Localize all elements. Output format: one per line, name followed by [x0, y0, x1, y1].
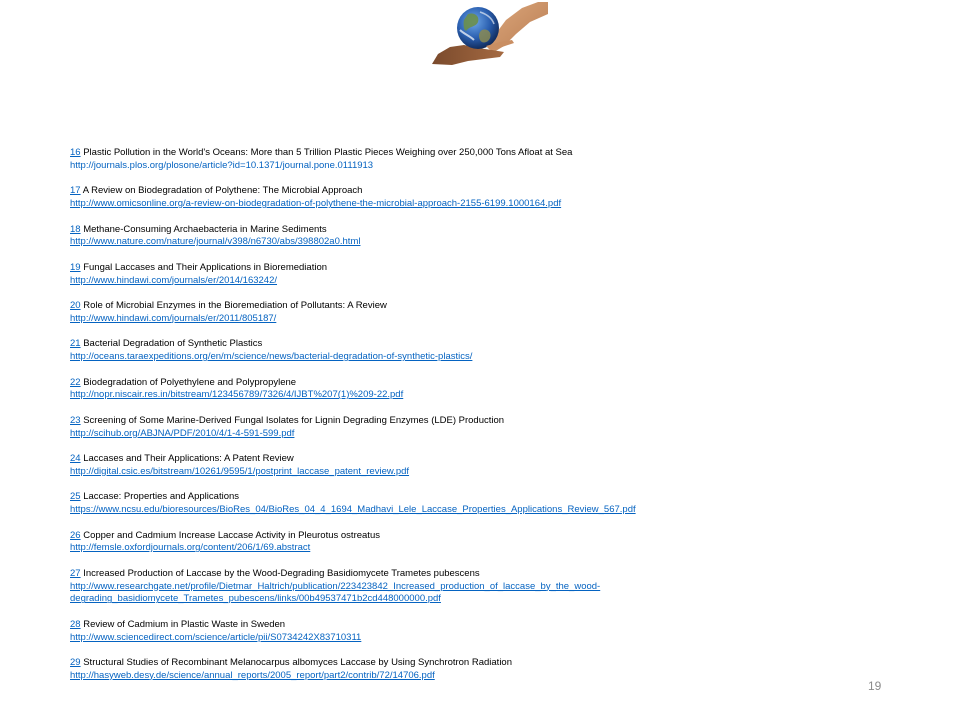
reference-title: Laccase: Properties and Applications [83, 491, 240, 503]
reference-url-link[interactable]: http://www.omicsonline.org/a-review-on-biodegradation-of-polythene-the-microbial-approach-2155-6199.1000164.pdf [70, 198, 562, 209]
globe-in-hands-icon [430, 0, 548, 66]
reference-title: Plastic Pollution in the World's Oceans: More than 5 Trillion Plastic Pieces Weighing over 250,000 Tons Afloat at Sea [83, 147, 573, 158]
reference-item [70, 415, 890, 441]
reference-item [70, 657, 890, 683]
reference-title: Copper and Cadmium Increase Laccase Activity in Pleurotus ostreatus [83, 529, 380, 541]
reference-number-link[interactable]: 18 [70, 223, 81, 235]
reference-item [70, 338, 890, 364]
reference-item [70, 185, 890, 211]
reference-item [70, 530, 890, 556]
reference-url-link[interactable]: http://oceans.taraexpeditions.org/en/m/science/news/bacterial-degradation-of-synthetic-plastics/ [70, 351, 473, 362]
reference-item [70, 568, 890, 606]
reference-url-link[interactable]: http://www.hindawi.com/journals/er/2014/163242/ [70, 274, 278, 286]
reference-item [70, 300, 890, 326]
reference-number-link[interactable]: 26 [70, 529, 81, 541]
reference-url-link[interactable]: https://www.ncsu.edu/bioresources/BioRes_04/BioRes_04_4_1694_Madhavi_Lele_Laccase_Properties_Applications_Review_567.pdf [70, 504, 636, 515]
reference-title: A Review on Biodegradation of Polythene: The Microbial Approach [82, 185, 363, 197]
reference-item [70, 491, 890, 517]
reference-number-link[interactable]: 17 [70, 185, 81, 197]
reference-title: Fungal Laccases and Their Applications in Bioremediation [83, 261, 328, 273]
reference-url-link[interactable]: http://hasyweb.desy.de/science/annual_reports/2005_report/part2/contrib/72/14706.pdf [70, 669, 435, 681]
reference-url-link[interactable]: http://digital.csic.es/bitstream/10261/9595/1/postprint_laccase_patent_review.pdf [70, 465, 410, 477]
reference-item [70, 619, 890, 645]
reference-url-link[interactable]: http://femsle.oxfordjournals.org/content/206/1/69.abstract [70, 542, 311, 554]
reference-number-link[interactable]: 19 [70, 261, 81, 273]
reference-url-link[interactable]: http://www.nature.com/nature/journal/v398/n6730/abs/398802a0.html [70, 236, 361, 248]
reference-item [70, 377, 890, 403]
reference-title: Methane-Consuming Archaebacteria in Marine Sediments [83, 223, 327, 235]
reference-url-link[interactable]: http://scihub.org/ABJNA/PDF/2010/4/1-4-591-599.pdf [70, 427, 295, 439]
reference-url-link[interactable]: http://www.hindawi.com/journals/er/2011/805187/ [70, 312, 277, 324]
reference-number-link[interactable]: 29 [70, 657, 81, 668]
reference-url-link[interactable]: http://www.sciencedirect.com/science/article/pii/S0734242X83710311 [70, 631, 362, 643]
reference-title: Biodegradation of Polyethylene and Polypropylene [83, 376, 297, 388]
reference-title: Laccases and Their Applications: A Patent Review [83, 453, 294, 464]
reference-url-link-continued[interactable]: degrading_basidiomycete_Trametes_pubescens/links/00b49537471b2cd448000000.pdf [70, 593, 441, 605]
reference-url-link[interactable]: http://nopr.niscair.res.in/bitstream/123456789/7326/4/IJBT%207(1)%209-22.pdf [70, 389, 404, 401]
reference-number-link[interactable]: 28 [70, 618, 81, 630]
page-number: 19 [868, 679, 882, 693]
reference-number-link[interactable]: 22 [70, 376, 81, 388]
reference-number-link[interactable]: 20 [70, 300, 81, 311]
reference-url-link[interactable]: http://www.researchgate.net/profile/Dietmar_Haltrich/publication/223423842_Increased_production_of_laccase_by_the_wood- [70, 580, 601, 592]
reference-number-link[interactable]: 27 [70, 567, 81, 579]
reference-item [70, 224, 890, 250]
reference-item [70, 147, 890, 173]
reference-number-link[interactable]: 16 [70, 147, 81, 158]
references-list [70, 147, 890, 695]
reference-number-link[interactable]: 24 [70, 453, 81, 464]
reference-item [70, 262, 890, 288]
reference-title: Structural Studies of Recombinant Melanocarpus albomyces Laccase by Using Synchrotron Radiation [83, 657, 512, 668]
reference-title: Screening of Some Marine-Derived Fungal Isolates for Lignin Degrading Enzymes (LDE) Production [83, 414, 505, 426]
reference-title: Bacterial Degradation of Synthetic Plastics [83, 338, 263, 350]
reference-number-link[interactable]: 23 [70, 414, 81, 426]
reference-title: Review of Cadmium in Plastic Waste in Sweden [83, 618, 286, 630]
reference-item [70, 453, 890, 479]
reference-title: Increased Production of Laccase by the Wood-Degrading Basidiomycete Trametes pubescens [83, 567, 480, 579]
reference-url-link[interactable]: http://journals.plos.org/plosone/article?id=10.1371/journal.pone.0111913 [70, 159, 374, 171]
reference-title: Role of Microbial Enzymes in the Bioremediation of Pollutants: A Review [83, 300, 387, 311]
reference-number-link[interactable]: 21 [70, 338, 81, 350]
reference-number-link[interactable]: 25 [70, 491, 81, 503]
